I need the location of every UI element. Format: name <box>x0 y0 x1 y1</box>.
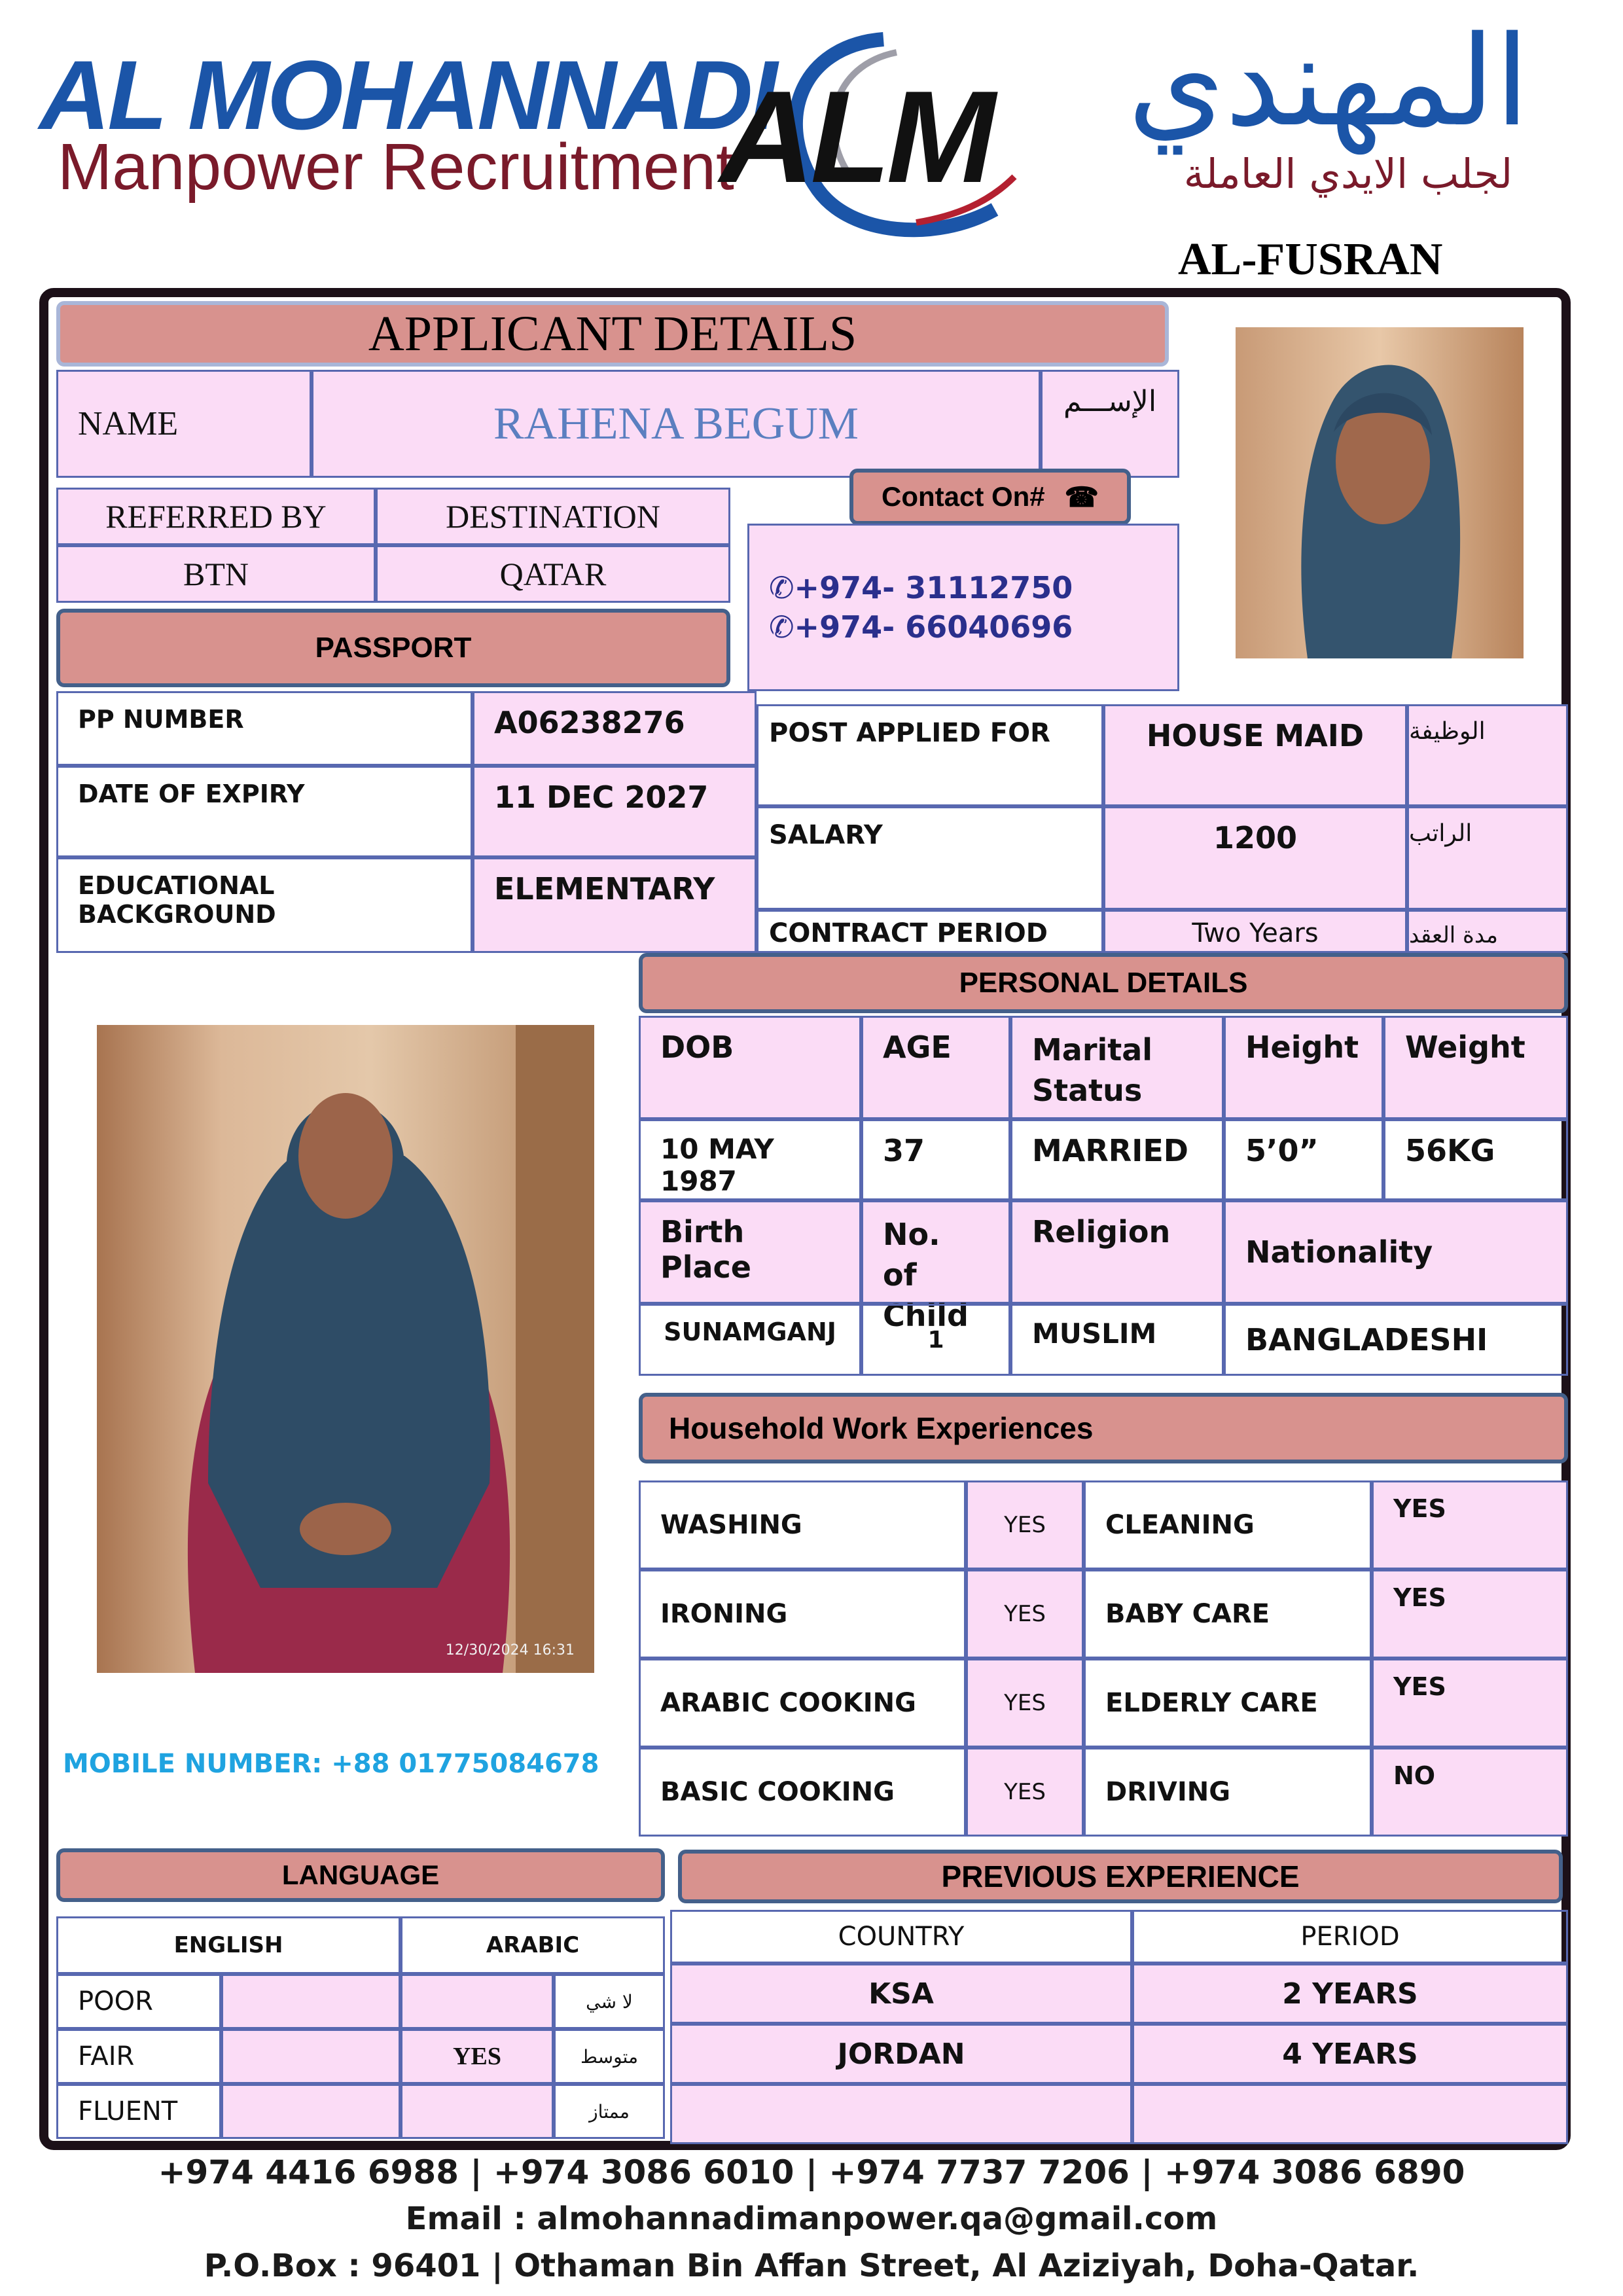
contact-number-1[interactable]: ✆+974- 31112750 <box>769 570 1073 605</box>
household-task-value-cell <box>966 1659 1084 1748</box>
previous-period-cell <box>1132 2024 1568 2084</box>
household-task-value: YES <box>1004 1690 1046 1716</box>
destination-value: QATAR <box>499 556 607 592</box>
contract-label-cell <box>757 910 1103 953</box>
previous-period-cell <box>1132 2084 1568 2144</box>
country-label: COUNTRY <box>838 1922 965 1952</box>
language-level-arabic: ممتاز <box>589 2100 630 2123</box>
contract-value-cell <box>1103 910 1407 953</box>
household-task-value-cell <box>1372 1748 1568 1837</box>
salary-value: 1200 <box>1213 820 1298 855</box>
period-label: PERIOD <box>1300 1922 1400 1952</box>
household-task-label: ARABIC COOKING <box>660 1688 916 1718</box>
contact-number-2[interactable]: ✆+974- 66040696 <box>769 609 1073 645</box>
nationality-label: Nationality <box>1245 1234 1433 1270</box>
referred-by-value-cell <box>56 545 376 603</box>
household-task-value: YES <box>1004 1601 1046 1627</box>
phone-icon: ☎ <box>1064 481 1099 512</box>
photo-timestamp: 12/30/2024 16:31 <box>445 1642 575 1659</box>
contact-header <box>849 469 1131 525</box>
education-label-cell <box>56 857 473 953</box>
destination-value-cell <box>376 545 730 603</box>
post-label-arabic: الوظيفة <box>1409 718 1486 745</box>
dob-label-cell <box>639 1016 861 1119</box>
language-level-arabic-cell <box>554 2029 665 2084</box>
age-value-cell <box>861 1119 1010 1200</box>
language-english-value-cell <box>221 1974 401 2029</box>
arabic-brand-name: المهندي <box>1128 9 1529 154</box>
footer-email[interactable]: Email : almohannadimanpower.qa@gmail.com <box>405 2200 1218 2237</box>
household-task-label-cell <box>1084 1480 1372 1570</box>
height-label: Height <box>1245 1030 1359 1065</box>
applicant-details-title: APPLICANT DETAILS <box>368 306 857 361</box>
household-task-value: YES <box>1393 1583 1446 1612</box>
age-label: AGE <box>883 1030 952 1065</box>
salary-label: SALARY <box>769 820 883 850</box>
household-task-label-cell <box>639 1748 966 1837</box>
contract-label-arabic: مدة العقد <box>1409 922 1498 948</box>
country-header-cell <box>670 1910 1132 1964</box>
salary-label-arabic: الراتب <box>1409 820 1472 847</box>
weight-value: 56KG <box>1405 1133 1495 1168</box>
education-label: EDUCATIONAL BACKGROUND <box>78 871 276 929</box>
religion-value-cell <box>1010 1304 1224 1376</box>
expiry-value-cell <box>473 766 757 857</box>
post-label-cell <box>757 704 1103 806</box>
salary-label-cell <box>757 806 1103 910</box>
post-label-ar-cell <box>1407 704 1568 806</box>
language-english-label: ENGLISH <box>173 1932 283 1958</box>
language-arabic-value: YES <box>453 2043 501 2070</box>
household-task-label: BABY CARE <box>1105 1599 1270 1629</box>
name-label-cell <box>56 370 312 478</box>
weight-value-cell <box>1383 1119 1568 1200</box>
household-task-value: YES <box>1393 1494 1446 1523</box>
passport-title: PASSPORT <box>315 632 472 664</box>
pp-number-label-cell <box>56 691 473 766</box>
height-value: 5’0” <box>1245 1133 1319 1168</box>
children-label-cell <box>861 1200 1010 1334</box>
household-task-label: ELDERLY CARE <box>1105 1688 1318 1718</box>
nationality-label-cell <box>1224 1200 1568 1304</box>
language-level: POOR <box>78 1986 153 2017</box>
expiry-label-cell <box>56 766 473 857</box>
household-task-value-cell <box>1372 1659 1568 1748</box>
applicant-details-header <box>56 301 1169 367</box>
household-task-label: WASHING <box>660 1510 802 1540</box>
destination-label-cell <box>376 488 730 545</box>
household-task-label: CLEANING <box>1105 1510 1255 1540</box>
contact-title: Contact On# <box>881 481 1045 512</box>
marital-value-cell <box>1010 1119 1224 1200</box>
household-task-label-cell <box>1084 1570 1372 1659</box>
previous-country: KSA <box>868 1977 934 2011</box>
height-value-cell <box>1224 1119 1383 1200</box>
language-title: LANGUAGE <box>281 1859 440 1890</box>
household-task-label-cell <box>639 1659 966 1748</box>
previous-country-cell <box>670 1964 1132 2024</box>
name-label: NAME <box>78 405 179 442</box>
applicant-name: RAHENA BEGUM <box>493 398 859 449</box>
previous-country-cell <box>670 2084 1132 2144</box>
language-level-arabic: متوسط <box>580 2045 638 2068</box>
pp-number-label: PP NUMBER <box>78 705 244 734</box>
mobile-number[interactable]: MOBILE NUMBER: +88 01775084678 <box>63 1749 599 1779</box>
education-value: ELEMENTARY <box>494 871 715 906</box>
household-header <box>639 1393 1568 1463</box>
household-task-value-cell <box>1372 1480 1568 1570</box>
language-level-arabic-cell <box>554 1974 665 2029</box>
previous-experience-header <box>678 1850 1563 1903</box>
language-english-header <box>56 1916 401 1974</box>
name-label-arabic: الإســـم <box>1063 385 1157 418</box>
language-arabic-value-cell <box>401 1974 554 2029</box>
household-task-label: IRONING <box>660 1599 788 1629</box>
age-value: 37 <box>883 1133 925 1168</box>
previous-country: JORDAN <box>837 2037 965 2071</box>
contract-label-ar-cell <box>1407 910 1568 953</box>
household-task-value: YES <box>1004 1779 1046 1805</box>
expiry-value: 11 DEC 2027 <box>494 780 709 815</box>
language-level-arabic-cell <box>554 2084 665 2139</box>
language-english-value-cell <box>221 2029 401 2084</box>
language-level-cell <box>56 1974 221 2029</box>
language-level-arabic: لا شي <box>586 1990 633 2013</box>
name-label-ar-cell <box>1041 370 1179 478</box>
period-header-cell <box>1132 1910 1568 1964</box>
household-task-value-cell <box>1372 1570 1568 1659</box>
post-label: POST APPLIED FOR <box>769 718 1050 748</box>
footer-address: P.O.Box : 96401 | Othaman Bin Affan Street, Al Aziziyah, Doha-Qatar. <box>204 2248 1419 2284</box>
household-task-value: YES <box>1393 1672 1446 1701</box>
contact-numbers-cell <box>747 524 1179 691</box>
passport-header <box>56 609 730 687</box>
children-label: No. of Child <box>883 1217 969 1334</box>
alm-logo-text: ALM <box>720 64 992 210</box>
nationality-value-cell <box>1224 1304 1568 1376</box>
applicant-headshot <box>1236 327 1524 658</box>
applicant-full-photo <box>97 1025 594 1673</box>
household-task-label: DRIVING <box>1105 1777 1231 1807</box>
weight-label: Weight <box>1405 1030 1525 1065</box>
referred-by-label-cell <box>56 488 376 545</box>
referred-by-value: BTN <box>183 556 249 592</box>
whatsapp-icon: ✆ <box>769 570 794 605</box>
nationality-value: BANGLADESHI <box>1245 1322 1488 1357</box>
salary-label-ar-cell <box>1407 806 1568 910</box>
post-value-cell <box>1103 704 1407 806</box>
post-value: HOUSE MAID <box>1146 718 1364 753</box>
dob-value: 10 MAY 1987 <box>660 1133 774 1197</box>
language-arabic-value-cell <box>401 2084 554 2139</box>
contract-value: Two Years <box>1192 918 1319 948</box>
education-value-cell <box>473 857 757 953</box>
household-task-value-cell <box>966 1480 1084 1570</box>
marital-label: Marital Status <box>1032 1032 1153 1109</box>
whatsapp-icon: ✆ <box>769 609 794 645</box>
household-task-label-cell <box>639 1480 966 1570</box>
name-value-cell <box>312 370 1041 478</box>
religion-value: MUSLIM <box>1032 1318 1157 1350</box>
previous-period-cell <box>1132 1964 1568 2024</box>
marital-label-cell <box>1010 1016 1224 1119</box>
household-task-label-cell <box>1084 1748 1372 1837</box>
dob-value-cell <box>639 1119 861 1200</box>
household-task-value-cell <box>966 1748 1084 1837</box>
birthplace-value-cell <box>639 1304 861 1376</box>
children-value: 1 <box>927 1326 944 1354</box>
expiry-label: DATE OF EXPIRY <box>78 780 305 808</box>
language-arabic-header <box>401 1916 665 1974</box>
language-arabic-label: ARABIC <box>486 1932 580 1958</box>
language-level-cell <box>56 2029 221 2084</box>
dob-label: DOB <box>660 1030 734 1065</box>
brand-subtitle: Manpower Recruitment <box>58 130 734 204</box>
pp-number-value-cell <box>473 691 757 766</box>
household-task-label: BASIC COOKING <box>660 1777 895 1807</box>
previous-country-cell <box>670 2024 1132 2084</box>
religion-label-cell <box>1010 1200 1224 1304</box>
household-task-value: NO <box>1393 1761 1436 1790</box>
brand-name: AL MOHANNADI <box>39 40 776 150</box>
contract-label: CONTRACT PERIOD <box>769 918 1048 948</box>
previous-period: 4 YEARS <box>1282 2037 1418 2071</box>
previous-period: 2 YEARS <box>1282 1977 1418 2011</box>
household-task-value: YES <box>1004 1512 1046 1538</box>
language-level: FLUENT <box>78 2096 178 2126</box>
arabic-brand-subtitle: لجلب الايدي العاملة <box>1183 150 1513 198</box>
branch-name: AL-FUSRAN <box>1178 234 1443 285</box>
religion-label: Religion <box>1032 1214 1171 1249</box>
birthplace-label: Birth Place <box>660 1214 751 1285</box>
language-level: FAIR <box>78 2041 135 2072</box>
personal-details-header <box>639 953 1568 1013</box>
referred-by-label: REFERRED BY <box>105 498 327 535</box>
household-task-label-cell <box>1084 1659 1372 1748</box>
household-task-label-cell <box>639 1570 966 1659</box>
personal-details-title: PERSONAL DETAILS <box>959 967 1248 999</box>
household-title: Household Work Experiences <box>669 1411 1094 1445</box>
birthplace-label-cell <box>639 1200 861 1304</box>
previous-experience-title: PREVIOUS EXPERIENCE <box>941 1859 1300 1893</box>
language-arabic-value-cell <box>401 2029 554 2084</box>
language-level-cell <box>56 2084 221 2139</box>
children-value-cell <box>861 1304 1010 1376</box>
footer-phones: +974 4416 6988 | +974 3086 6010 | +974 7737 7206 | +974 3086 6890 <box>158 2153 1465 2191</box>
birthplace-value: SUNAMGANJ <box>664 1318 836 1346</box>
weight-label-cell <box>1383 1016 1568 1119</box>
language-header <box>56 1848 665 1902</box>
destination-label: DESTINATION <box>446 498 660 535</box>
age-label-cell <box>861 1016 1010 1119</box>
marital-value: MARRIED <box>1032 1133 1188 1168</box>
household-task-value-cell <box>966 1570 1084 1659</box>
salary-value-cell <box>1103 806 1407 910</box>
height-label-cell <box>1224 1016 1383 1119</box>
language-english-value-cell <box>221 2084 401 2139</box>
pp-number-value: A06238276 <box>494 705 685 740</box>
